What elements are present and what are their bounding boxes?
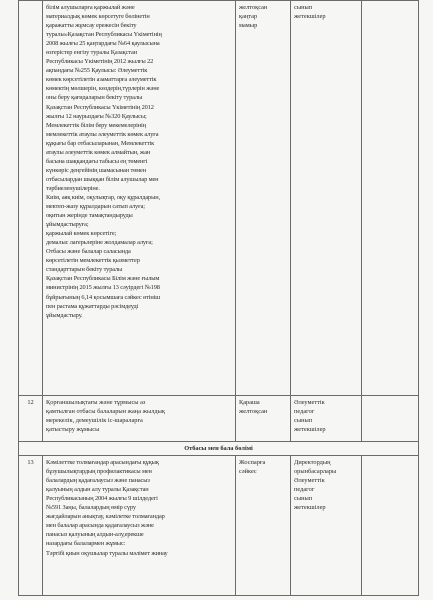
activity-description: Қорғаншылықтағы және тұрмысы аз қамтылған отбасы балаларын жаңа жылдық мерекелік, демеушілік іс-шараларға қатыстыру жұмысы xyxy=(43,396,236,442)
table-row xyxy=(19,456,419,596)
responsible: Директордың орынбасарлары Әлеуметтік педагог сынып жетекшілер xyxy=(291,456,362,596)
note-cell xyxy=(362,1,419,396)
note-cell xyxy=(362,396,419,442)
plan-table xyxy=(18,0,419,596)
section-title: Отбасы мен бала бөлімі xyxy=(19,442,419,456)
table-row xyxy=(19,396,419,442)
table-row xyxy=(19,1,419,396)
activity-description: білім алушыларға қаржылай және материалдық көмек көрсетуге бөлінетін қаражатты жұмсау ережесін бекіту туралы»Қазақстан Республикасы Үкіметінің 2008 жылғы 25 қаңтардағы №64 қаулысына өзгерістер енгізу туралы Қазақстан Республикасы Үкіметінің 2012 жылғы 22 ақпандағы №255 Қаулысы: Әлеуметтік көмек көрсетілетін азаматтарға әлеуметтік көмектің мөлшерін, көздерін,түрлерін және оны беру қағидаларын бекіту туралы Қазақстан Республикасы Үкіметінің 2012 жылғы 12 наурыздағы №320 Қаулысы; Мемлекеттік білім беру мекемелерінің мемлекеттік атаулы әлеуметтік көмек алуға құқығы бар отбасыларынан, Мемлекеттік атаулы әлеуметтік көмек алмайтын, жан басына шаққандағы табысы ең төменгі күнкөріс деңгейінің шамасынан төмен отбасылардан шыққан білім алушылар мен тәрбиеленушілеріне. Киім, аяқ киім, оқулықтар, оқу құралдарын, мектеп-жазу құралдарын сатып алуға; оқитын жерінде тамақтандыруды ұйымдастыруға; қаржылай көмек көрсетіге; демалыс лагерьлеріне жолдамалар алуға; Отбасы және балалар саласында көрсетілетін мемлекеттік қызметтер стандарттарын бекіту туралы Қазақстан Республикасы Білім және ғылым министрінің 2015 жылғы 13 сәуірдегі №198 бұйрығының 6,14 қосымшаға сәйкес өтініш пен растама құжаттарды рәсімдеуді ұйымдастыру. xyxy=(43,1,236,396)
section-row xyxy=(19,442,419,456)
period: желтоқсан қаңтар мамыр xyxy=(236,1,291,396)
responsible: сынып жетекшілер xyxy=(291,1,362,396)
row-number: 13 xyxy=(19,456,43,596)
period: Қараша желтоқсан xyxy=(236,396,291,442)
responsible: Әлеуметтік педагог сынып жетекшілер xyxy=(291,396,362,442)
row-number xyxy=(19,1,43,396)
period: Жоспарға сәйкес xyxy=(236,456,291,596)
activity-description: Кәмілеттке толмағандар арасындағы құқық бұзушылықтардың профилактикасы мен балалардың қадағалаусыз және панасыз қалуының алдын алу туралы Қазақстан Республикасының 2004 жылғы 9 шілдедегі №591 Заңы, балалардың өмір сүру жағдайларын анықтау, кәмілетке толмағандар мен балалар арасында қадағалаусыз және панасыз қалуының алдын-алу,ерекше назардағы балалармен жұмыс: Тәртібі қиын оқушылар туралы мәлімет жинау xyxy=(43,456,236,596)
row-number: 12 xyxy=(19,396,43,442)
note-cell xyxy=(362,456,419,596)
